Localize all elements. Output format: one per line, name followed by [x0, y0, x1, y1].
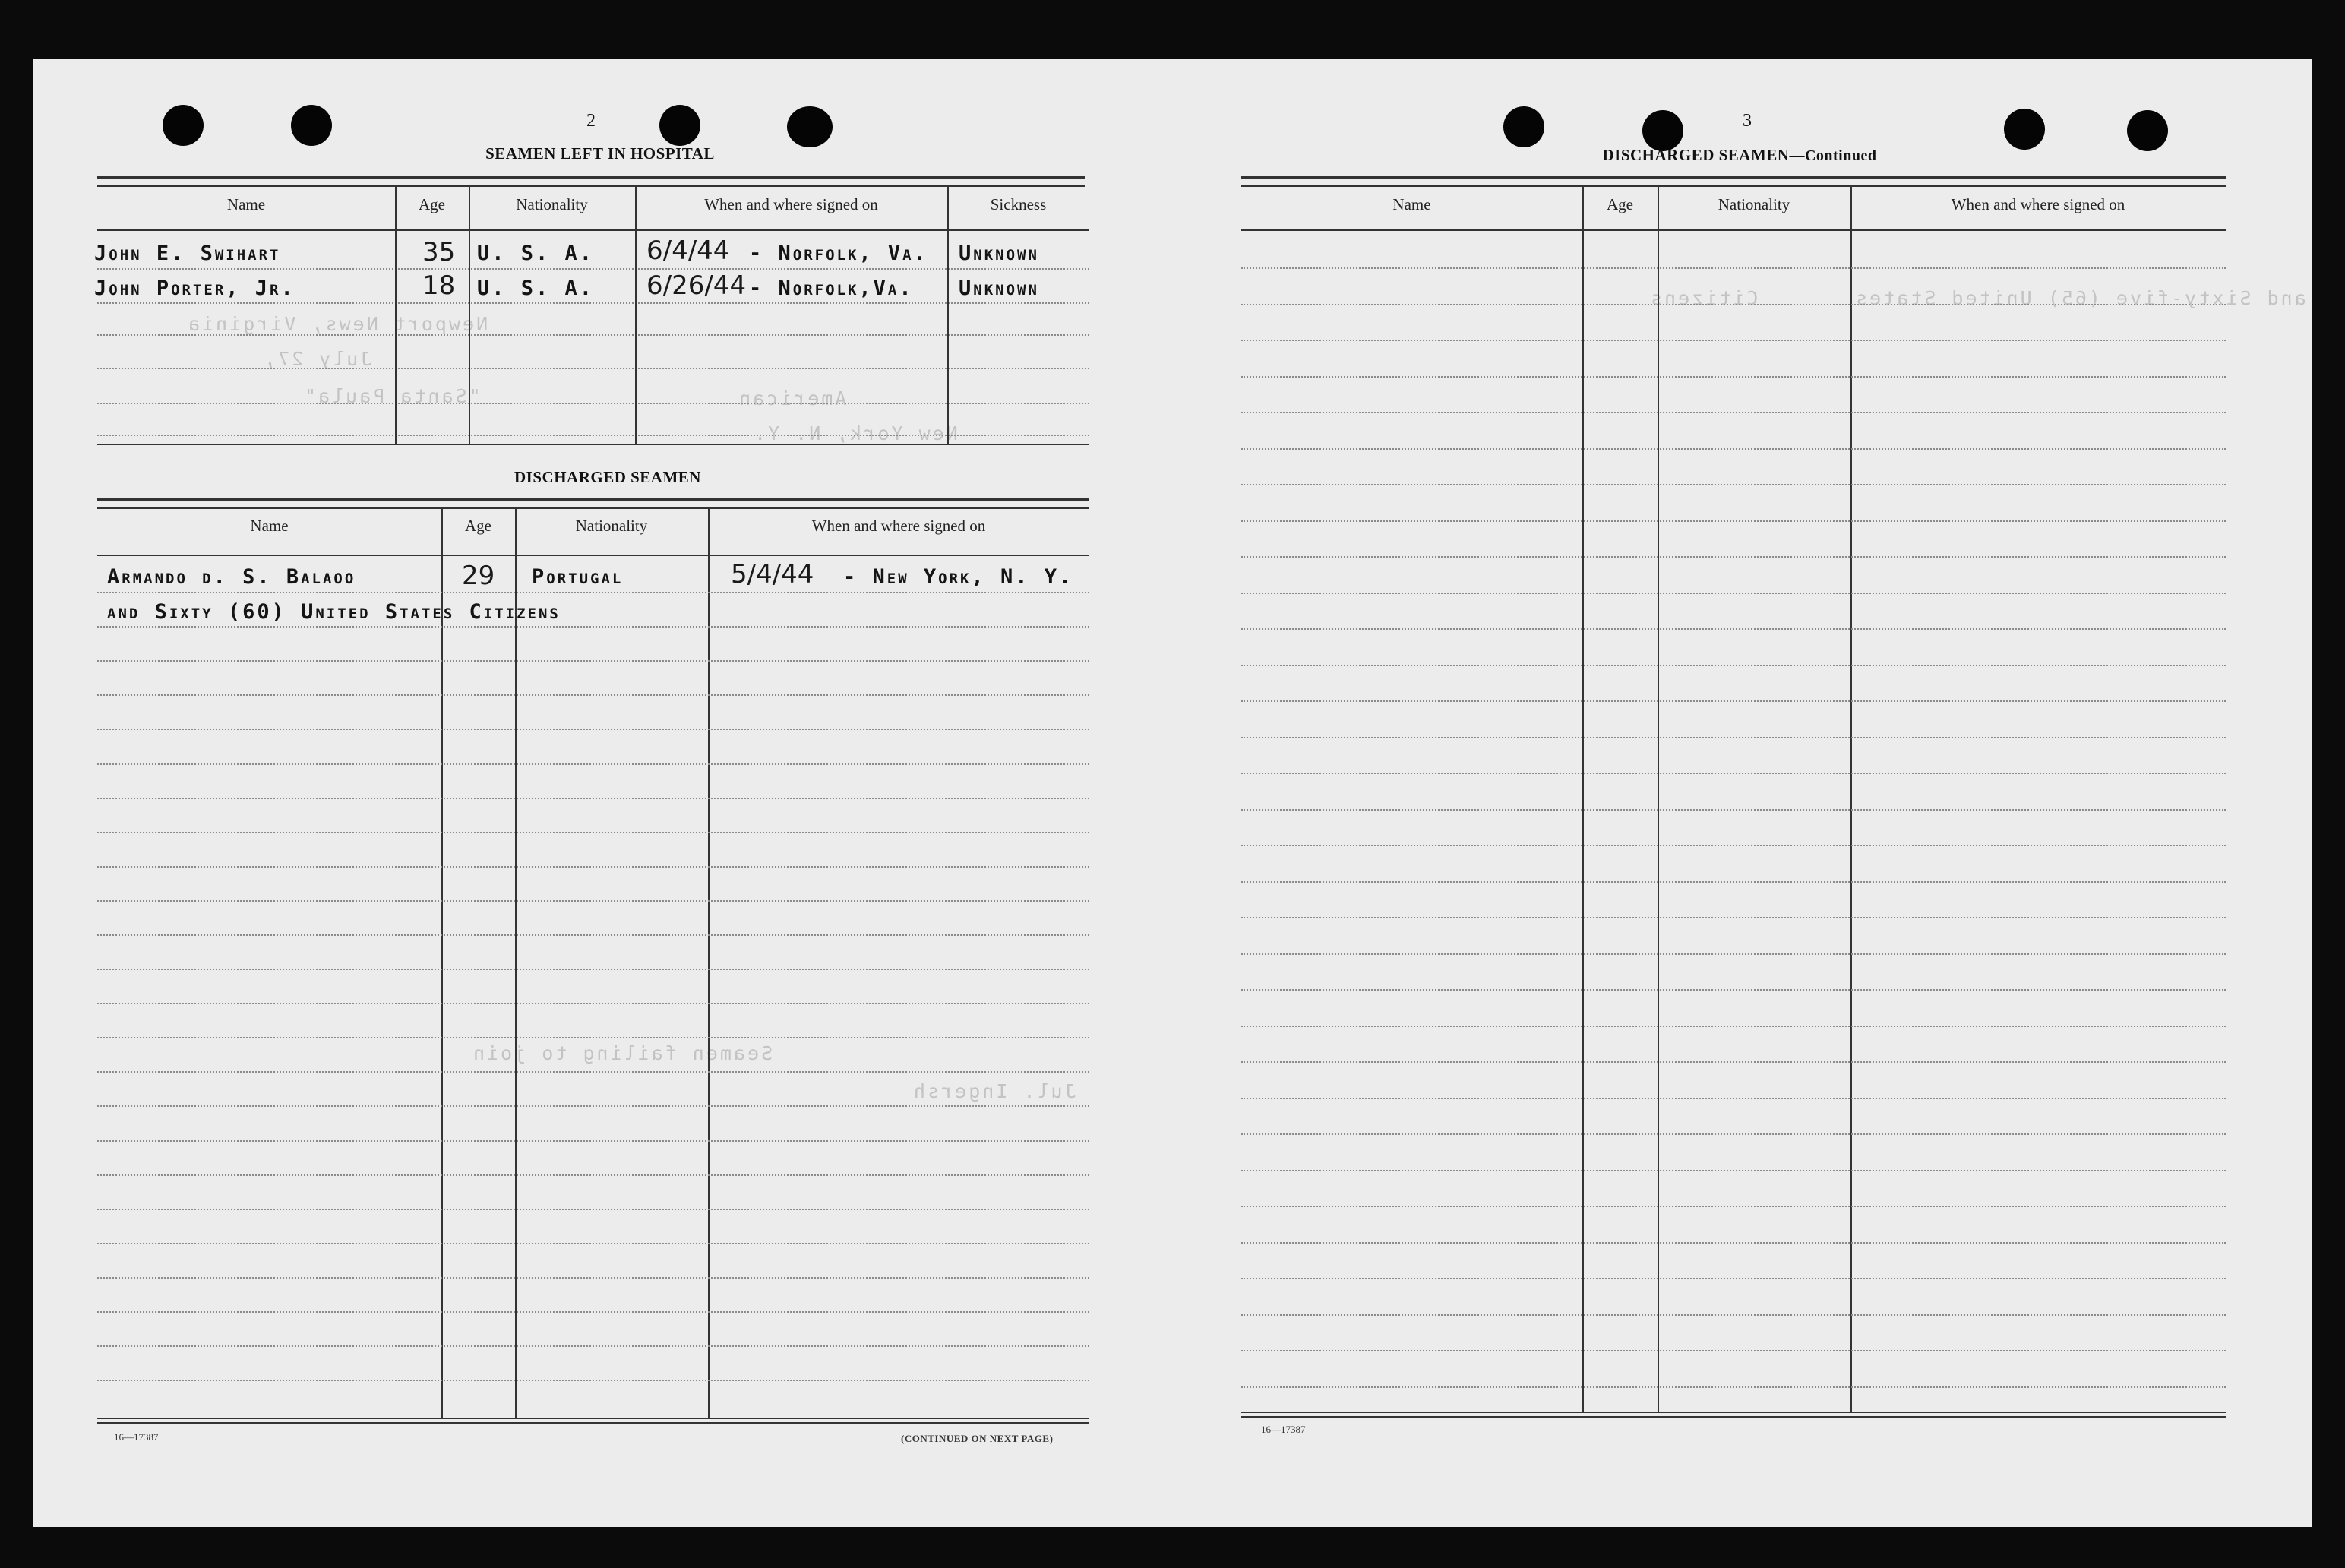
bleed-through-text: New York, N. Y.	[752, 422, 958, 444]
seaman-name: John E. Swihart	[94, 242, 281, 265]
column-divider	[708, 507, 710, 1419]
writing-line	[1241, 737, 2226, 738]
form-number: 16—17387	[114, 1431, 159, 1443]
writing-line	[97, 1311, 1089, 1313]
column-divider	[515, 507, 517, 1419]
writing-line	[1241, 665, 2226, 666]
page-number: 2	[586, 111, 596, 131]
seaman-nationality: Portugal	[532, 565, 624, 589]
writing-line	[1241, 376, 2226, 378]
table-rule	[1241, 185, 2226, 187]
column-header: When and where signed on	[1951, 195, 2125, 213]
writing-line	[1241, 917, 2226, 918]
writing-line	[1241, 1170, 2226, 1171]
continued-note: (CONTINUED ON NEXT PAGE)	[901, 1433, 1054, 1444]
table-rule	[97, 176, 1085, 179]
page-number: 3	[1743, 111, 1752, 131]
table-rule	[97, 555, 1089, 556]
punch-hole	[163, 105, 204, 146]
writing-line	[1241, 1026, 2226, 1027]
table-rule	[1241, 229, 2226, 231]
column-divider	[441, 507, 443, 1419]
writing-line	[97, 1105, 1089, 1107]
table-rule	[97, 368, 1089, 369]
writing-line	[1241, 989, 2226, 991]
heading-suffix: —Continued	[1789, 147, 1877, 164]
table-rule	[97, 1418, 1089, 1419]
signed-on-date: 6/4/44	[646, 236, 730, 266]
bleed-through-text: "Santa Paula"	[302, 385, 481, 407]
writing-line	[97, 592, 1089, 593]
writing-line	[1241, 1098, 2226, 1099]
writing-line	[97, 866, 1089, 868]
writing-line	[97, 1037, 1089, 1038]
column-header: Nationality	[1718, 195, 1790, 213]
seaman-sickness: Unknown	[959, 277, 1039, 300]
writing-line	[97, 1345, 1089, 1347]
writing-line	[97, 934, 1089, 936]
column-header: Nationality	[575, 517, 648, 535]
heading-text: DISCHARGED SEAMEN	[1602, 146, 1790, 164]
punch-hole	[291, 105, 332, 146]
writing-line	[1241, 700, 2226, 702]
signed-on-date: 5/4/44	[731, 559, 814, 590]
table-rule	[97, 435, 1089, 436]
seaman-name: Armando d. S. Balaoo	[107, 565, 356, 589]
column-header: Sickness	[990, 195, 1047, 213]
writing-line	[1241, 267, 2226, 269]
writing-line	[97, 900, 1089, 902]
column-header: Age	[1607, 195, 1633, 213]
writing-line	[97, 1277, 1089, 1279]
table-rule	[97, 334, 1089, 336]
writing-line	[1241, 773, 2226, 774]
writing-line	[97, 694, 1089, 696]
writing-line	[97, 969, 1089, 970]
writing-line	[1241, 1314, 2226, 1316]
table-rule	[97, 403, 1089, 404]
writing-line	[1241, 628, 2226, 630]
writing-line	[97, 1380, 1089, 1381]
writing-line	[1241, 448, 2226, 450]
column-header: Name	[226, 195, 266, 213]
column-divider	[469, 185, 470, 444]
seaman-nationality: U. S. A.	[477, 242, 595, 265]
writing-line	[1241, 881, 2226, 883]
punch-hole	[659, 105, 700, 146]
section-title-discharged: DISCHARGED SEAMEN	[514, 468, 701, 486]
document-sheet	[33, 59, 2312, 1527]
bleed-through-text: Newport News, Virginia	[186, 313, 488, 335]
writing-line	[1241, 304, 2226, 305]
column-divider	[1658, 185, 1659, 1413]
column-divider	[947, 185, 949, 444]
writing-line	[1241, 556, 2226, 558]
table-rule	[1241, 1412, 2226, 1413]
section-title-discharged-continued	[1550, 146, 1929, 165]
table-rule	[97, 1422, 1089, 1424]
writing-line	[1241, 593, 2226, 594]
writing-line	[1241, 953, 2226, 955]
writing-line	[97, 660, 1089, 662]
punch-hole	[2127, 110, 2168, 151]
seaman-note: and Sixty (60) United States Citizens	[107, 600, 561, 624]
bleed-through-text: July 27,	[262, 348, 372, 370]
column-divider	[1582, 185, 1584, 1413]
column-header: Name	[1392, 195, 1431, 213]
writing-line	[1241, 1350, 2226, 1351]
writing-line	[97, 798, 1089, 799]
signed-on-place: - Norfolk, Va.	[749, 242, 928, 265]
writing-line	[97, 1243, 1089, 1244]
bleed-through-text: American	[737, 387, 847, 409]
table-rule	[97, 185, 1085, 187]
bleed-through-text: Seamen failing to join	[471, 1042, 773, 1064]
column-divider	[635, 185, 637, 444]
writing-line	[97, 1174, 1089, 1176]
bleed-through-text: Jul. Ingersh	[912, 1080, 1076, 1102]
column-header: Name	[250, 517, 289, 535]
writing-line	[97, 729, 1089, 730]
column-header: When and where signed on	[704, 195, 878, 213]
column-header: Age	[465, 517, 491, 535]
writing-line	[1241, 484, 2226, 485]
writing-line	[1241, 520, 2226, 522]
writing-line	[1241, 1278, 2226, 1279]
writing-line	[97, 1071, 1089, 1073]
writing-line	[97, 1003, 1089, 1004]
bleed-through-text: Citizens	[1648, 287, 1759, 309]
column-header: Age	[419, 195, 445, 213]
form-number: 16—17387	[1261, 1424, 1306, 1435]
punch-hole	[2004, 109, 2045, 150]
seaman-age: 35	[422, 237, 456, 267]
writing-line	[1241, 809, 2226, 811]
writing-line	[97, 626, 1089, 628]
table-rule	[97, 507, 1089, 509]
table-rule	[97, 229, 1089, 231]
seaman-sickness: Unknown	[959, 242, 1039, 265]
writing-line	[1241, 412, 2226, 413]
column-divider	[395, 185, 397, 444]
column-header: When and where signed on	[811, 517, 986, 535]
writing-line	[1241, 1386, 2226, 1388]
section-title-hospital: SEAMEN LEFT IN HOSPITAL	[485, 144, 715, 163]
punch-hole	[1503, 106, 1544, 147]
bleed-through-text: and Sixty-five (65) United States	[1854, 287, 2306, 309]
column-header: Nationality	[516, 195, 588, 213]
writing-line	[1241, 1133, 2226, 1135]
column-divider	[1850, 185, 1852, 1413]
writing-line	[97, 763, 1089, 765]
writing-line	[1241, 1242, 2226, 1244]
punch-hole	[1642, 110, 1683, 151]
table-rule	[1241, 176, 2226, 179]
seaman-age: 29	[462, 561, 495, 591]
seaman-nationality: U. S. A.	[477, 277, 595, 300]
table-rule	[1241, 1416, 2226, 1418]
table-rule	[97, 302, 1089, 304]
signed-on-place: - Norfolk,Va.	[749, 277, 914, 300]
writing-line	[97, 832, 1089, 833]
writing-line	[1241, 1206, 2226, 1207]
punch-hole	[787, 106, 833, 147]
table-rule	[97, 268, 1089, 270]
writing-line	[1241, 1061, 2226, 1063]
seaman-age: 18	[422, 270, 456, 301]
table-rule	[97, 498, 1089, 501]
signed-on-place: - New York, N. Y.	[843, 565, 1074, 589]
seaman-name: John Porter, Jr.	[94, 277, 295, 300]
writing-line	[97, 1140, 1089, 1142]
signed-on-date: 6/26/44	[646, 270, 747, 301]
writing-line	[97, 1209, 1089, 1210]
writing-line	[1241, 340, 2226, 341]
writing-line	[1241, 845, 2226, 846]
table-rule	[97, 444, 1089, 445]
